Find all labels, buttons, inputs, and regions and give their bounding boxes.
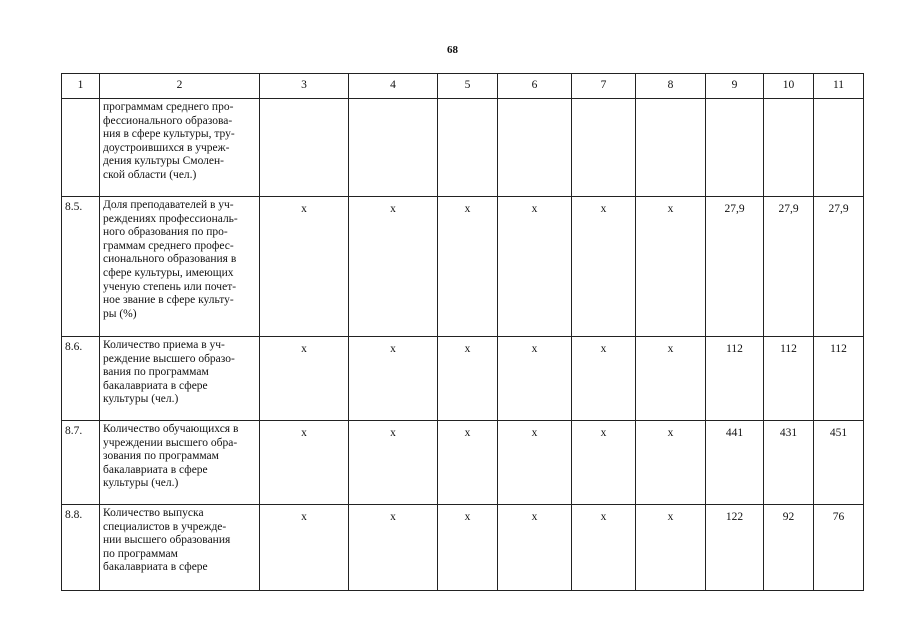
description-line: Количество обучающихся в: [103, 423, 239, 435]
cell-mark: x: [349, 337, 438, 421]
cell-mark: x: [438, 505, 498, 591]
cell-value: 27,9: [706, 197, 764, 337]
description-line: зования по программам: [103, 450, 219, 463]
row-number: 8.7.: [62, 421, 100, 505]
description-line: сионального образования в: [103, 253, 237, 266]
cell-value: 122: [706, 505, 764, 591]
cell-mark: x: [572, 337, 636, 421]
description-line: Количество приема в уч-: [103, 339, 225, 351]
cell-mark: x: [636, 505, 706, 591]
cell-value: 431: [764, 421, 814, 505]
description-line: специалистов в учрежде-: [103, 520, 227, 533]
description-line: доустроившихся в учреж-: [103, 141, 230, 154]
cell-mark: x: [349, 421, 438, 505]
description-line: ния в сфере культуры, тру-: [103, 128, 235, 141]
description-line: культуры (чел.): [103, 477, 179, 490]
cell-mark: x: [260, 421, 349, 505]
cell-mark: x: [260, 337, 349, 421]
cell-value: 112: [764, 337, 814, 421]
row-description: [100, 337, 260, 421]
cell-mark: x: [636, 421, 706, 505]
header-cell: 5: [438, 74, 498, 99]
description-line: ное звание в сфере культу-: [103, 294, 234, 307]
cell-mark: [349, 99, 438, 197]
cell-value: [814, 99, 864, 197]
header-cell: 11: [814, 74, 864, 99]
cell-mark: [636, 99, 706, 197]
description-line: нии высшего образования: [103, 534, 231, 547]
description-line: сфере культуры, имеющих: [103, 266, 234, 279]
header-cell: 1: [62, 74, 100, 99]
header-cell: 8: [636, 74, 706, 99]
row-number: 8.5.: [62, 197, 100, 337]
cell-mark: x: [572, 197, 636, 337]
description-line: культуры (чел.): [103, 393, 179, 406]
table-row: [62, 337, 864, 421]
header-cell: 7: [572, 74, 636, 99]
description-line: ного образования по про-: [103, 226, 228, 239]
description-line: вания по программам: [103, 366, 209, 379]
cell-mark: [260, 99, 349, 197]
description-line: учреждении высшего обра-: [103, 436, 238, 449]
cell-mark: x: [260, 197, 349, 337]
cell-value: 451: [814, 421, 864, 505]
table-row: [62, 99, 864, 197]
cell-mark: x: [438, 421, 498, 505]
cell-mark: x: [636, 337, 706, 421]
row-description: [100, 197, 260, 337]
row-number: 8.8.: [62, 505, 100, 591]
cell-mark: [438, 99, 498, 197]
row-number: [62, 99, 100, 197]
page-number: 68: [447, 44, 458, 56]
data-table: [61, 73, 864, 591]
description-line: бакалавриата в сфере: [103, 379, 208, 392]
description-line: дения культуры Смолен-: [103, 155, 224, 168]
header-row: [62, 74, 864, 99]
description-line: реждениях профессиональ-: [103, 212, 238, 225]
header-cell: 3: [260, 74, 349, 99]
description-line: бакалавриата в сфере: [103, 463, 208, 476]
description-line: программам среднего про-: [103, 101, 234, 113]
cell-mark: x: [260, 505, 349, 591]
cell-mark: x: [438, 197, 498, 337]
cell-mark: x: [498, 505, 572, 591]
row-description: [100, 505, 260, 591]
header-cell: 4: [349, 74, 438, 99]
cell-mark: x: [498, 197, 572, 337]
description-line: по программам: [103, 547, 178, 560]
row-description: [100, 99, 260, 197]
description-line: бакалавриата в сфере: [103, 561, 208, 574]
row-number: 8.6.: [62, 337, 100, 421]
description-line: граммам среднего профес-: [103, 239, 234, 252]
row-description: [100, 421, 260, 505]
cell-value: [706, 99, 764, 197]
cell-mark: x: [572, 505, 636, 591]
cell-mark: x: [438, 337, 498, 421]
cell-value: 112: [706, 337, 764, 421]
cell-value: 27,9: [814, 197, 864, 337]
header-cell: 6: [498, 74, 572, 99]
description-line: реждение высшего образо-: [103, 352, 235, 365]
cell-value: 92: [764, 505, 814, 591]
description-line: фессионального образова-: [103, 114, 233, 127]
cell-mark: x: [636, 197, 706, 337]
header-cell: 2: [100, 74, 260, 99]
cell-mark: x: [349, 505, 438, 591]
cell-mark: x: [572, 421, 636, 505]
description-line: ученую степень или почет-: [103, 280, 237, 293]
header-cell: 9: [706, 74, 764, 99]
description-line: ской области (чел.): [103, 168, 197, 181]
table-row: [62, 197, 864, 337]
table-row: [62, 421, 864, 505]
description-line: Доля преподавателей в уч-: [103, 199, 234, 211]
header-cell: 10: [764, 74, 814, 99]
table-row: [62, 505, 864, 591]
cell-value: 76: [814, 505, 864, 591]
cell-mark: x: [498, 337, 572, 421]
cell-mark: [498, 99, 572, 197]
cell-mark: x: [349, 197, 438, 337]
cell-value: 112: [814, 337, 864, 421]
cell-value: [764, 99, 814, 197]
cell-value: 441: [706, 421, 764, 505]
cell-mark: x: [498, 421, 572, 505]
description-line: ры (%): [103, 307, 137, 320]
description-line: Количество выпуска: [103, 507, 204, 519]
cell-mark: [572, 99, 636, 197]
cell-value: 27,9: [764, 197, 814, 337]
